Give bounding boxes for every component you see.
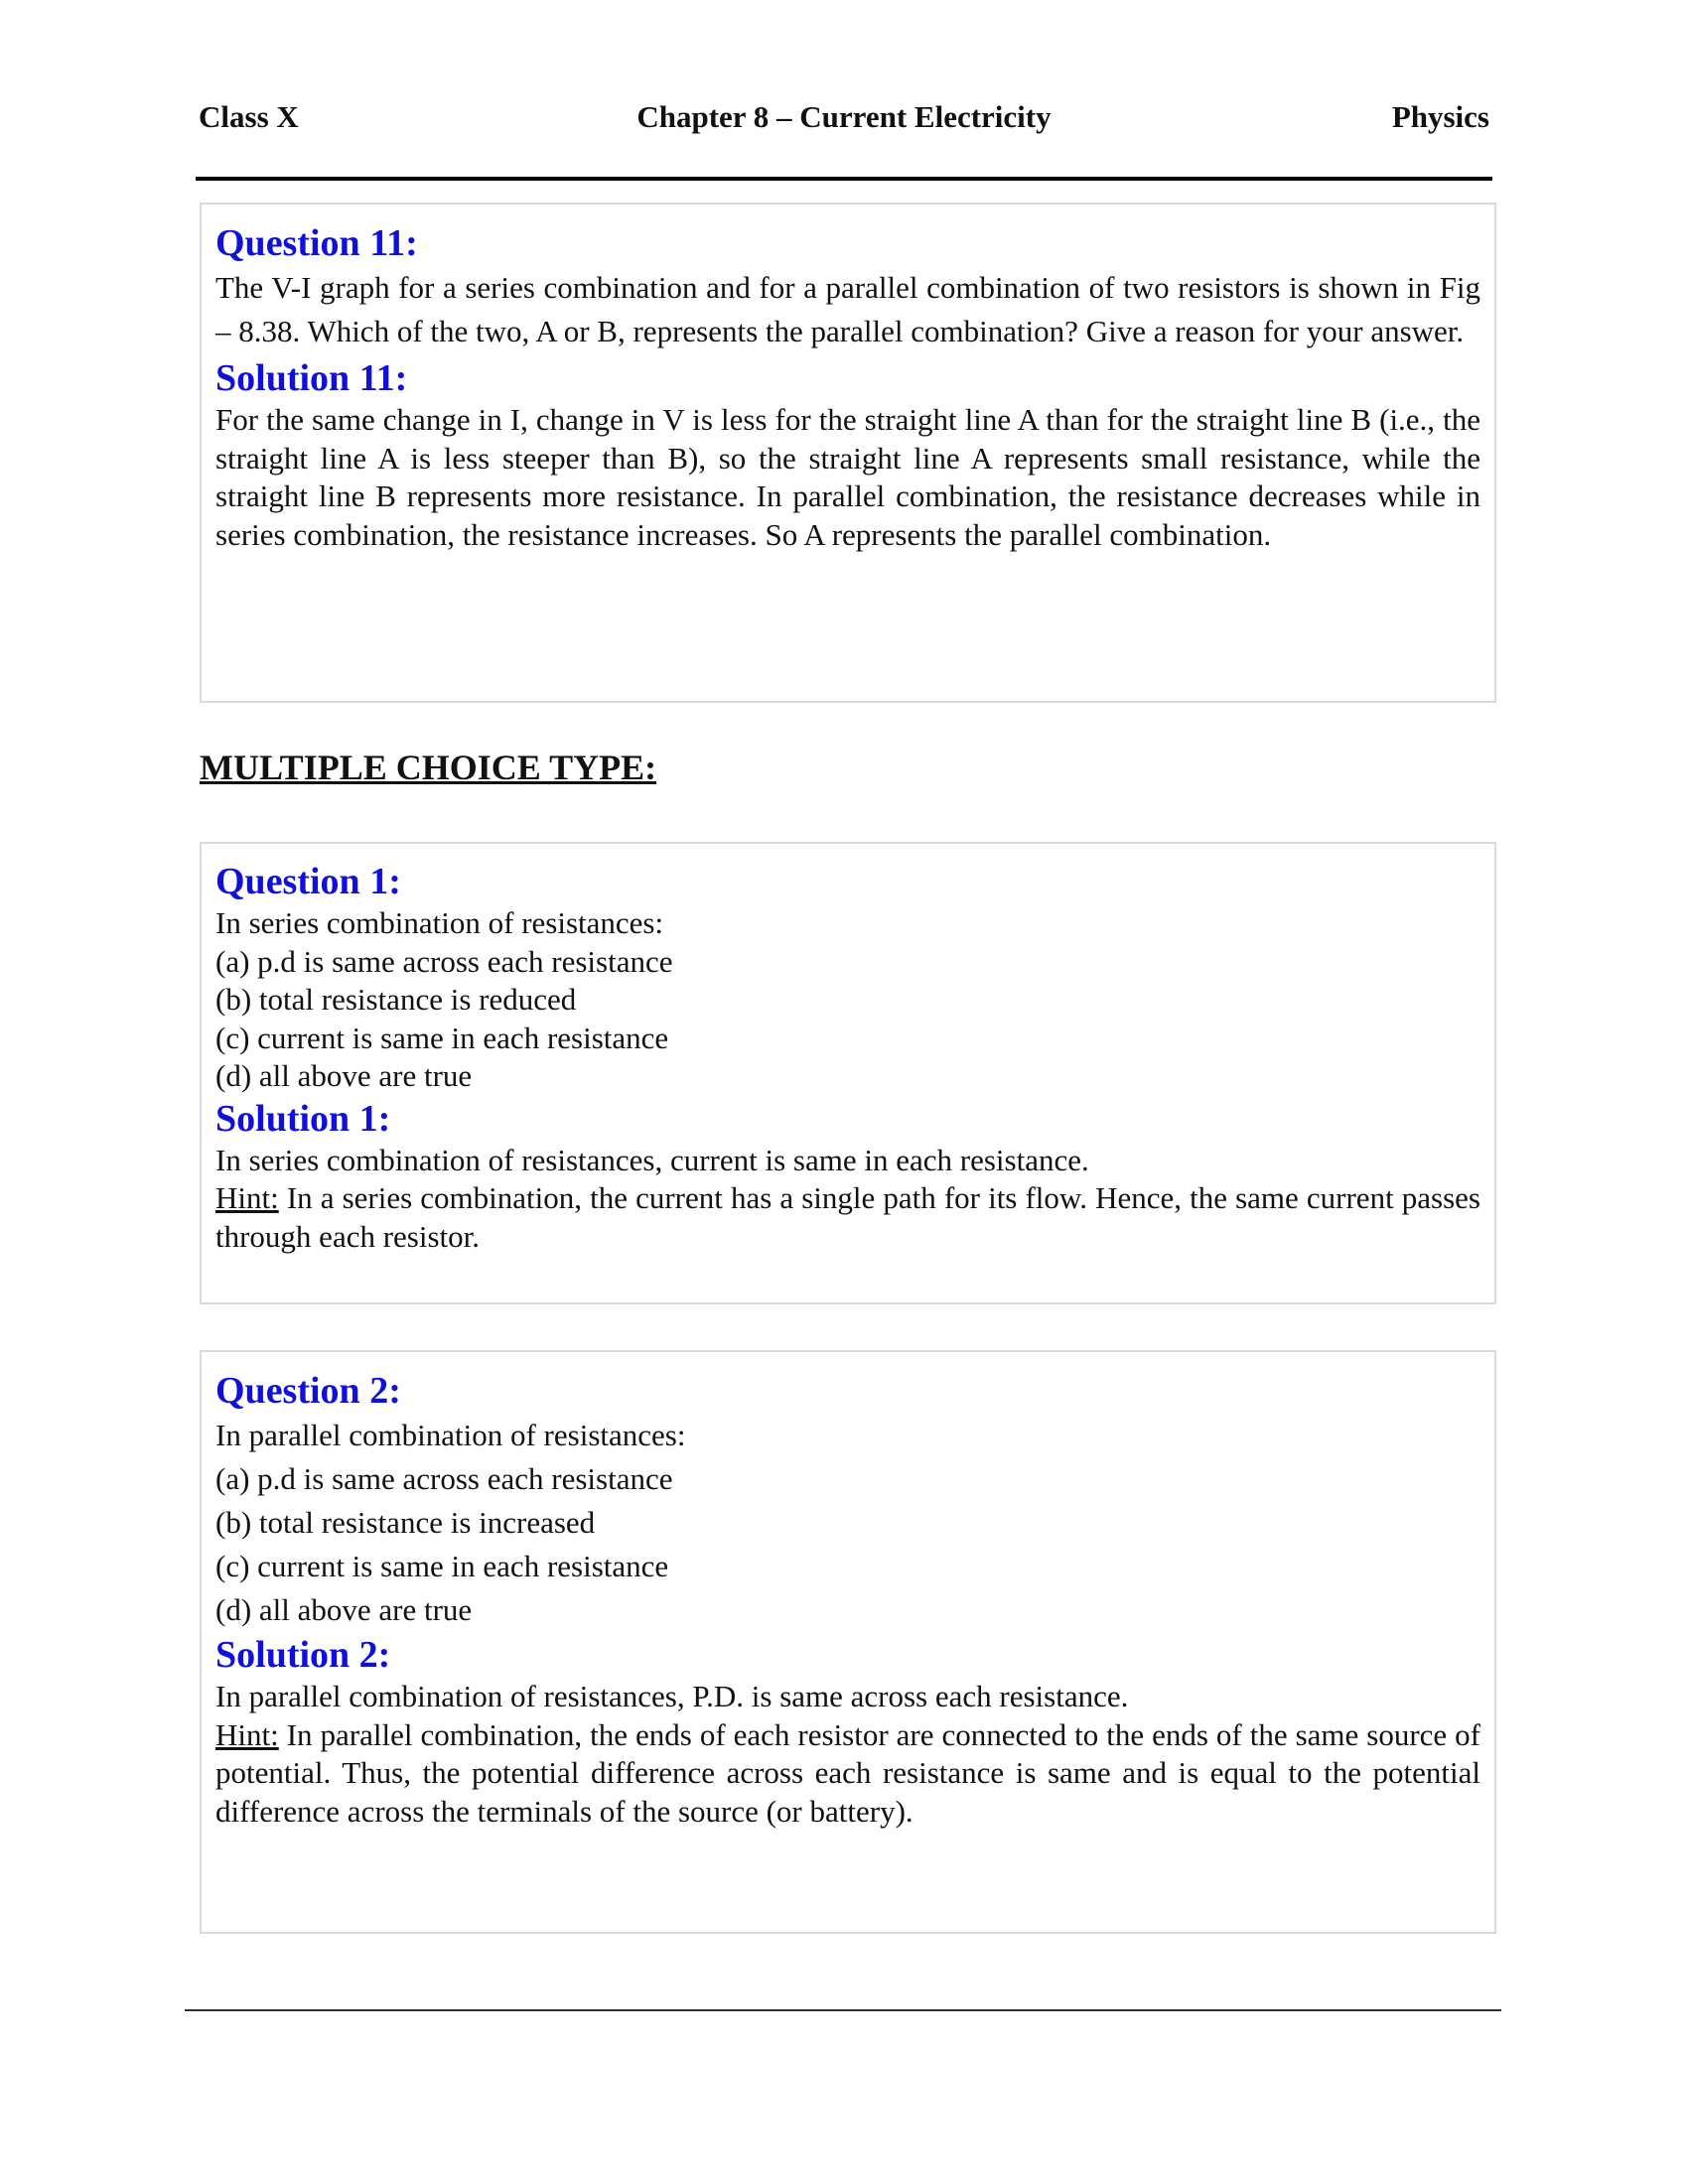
question-1-text: In series combination of resistances: xyxy=(215,905,664,940)
solution-1-hint xyxy=(215,1179,1480,1256)
question-2-text: In parallel combination of resistances: xyxy=(215,1418,686,1452)
header-chapter: Chapter 8 – Current Electricity xyxy=(636,99,1052,134)
page-header xyxy=(199,99,1489,143)
question-1-option-a: (a) p.d is same across each resistance xyxy=(215,943,673,979)
question-1-option-c: (c) current is same in each resistance xyxy=(215,1020,669,1055)
solution-1-text: In series combination of resistances, current is same in each resistance. xyxy=(215,1142,1089,1177)
footer-divider xyxy=(185,2009,1501,2011)
solution-2-hint xyxy=(215,1716,1480,1832)
hint-label: Hint: xyxy=(215,1716,279,1752)
question-2-box xyxy=(200,1350,1496,1934)
question-2-option-b: (b) total resistance is increased xyxy=(215,1505,596,1540)
multiple-choice-section-title: MULTIPLE CHOICE TYPE: xyxy=(200,748,657,787)
solution-2-text: In parallel combination of resistances, P.D. is same across each resistance. xyxy=(215,1679,1129,1713)
question-2-option-d: (d) all above are true xyxy=(215,1592,473,1627)
header-divider xyxy=(196,177,1492,181)
question-11-text: The V-I graph for a series combination and for a parallel combination of two resistors is shown in Fig – 8.38. Which of the two, A or B, represents the parallel combination? Give a reason for your answer. xyxy=(215,270,1480,348)
hint-text: In a series combination, the current has a single path for its flow. Hence, the same current passes through each resistor. xyxy=(215,1180,1480,1254)
question-1-heading: Question 1: xyxy=(215,861,401,902)
question-1-option-d: (d) all above are true xyxy=(215,1058,473,1093)
solution-2-heading: Solution 2: xyxy=(215,1634,391,1676)
solution-11-heading: Solution 11: xyxy=(215,357,408,399)
question-11-box xyxy=(200,203,1496,703)
question-2-option-c: (c) current is same in each resistance xyxy=(215,1549,669,1583)
question-1-box xyxy=(200,842,1496,1304)
header-class: Class X xyxy=(199,99,299,134)
question-11-heading: Question 11: xyxy=(215,222,418,264)
question-2-option-a: (a) p.d is same across each resistance xyxy=(215,1461,673,1496)
solution-11-text: For the same change in I, change in V is less for the straight line A than for the straight line B (i.e., the straight line A is less steeper than B), so the straight line A represents small resistance, while the straight line B represents more resistance. In parallel combination, the resistance decreases while in series combination, the resistance increases. So A represents the parallel combination. xyxy=(215,402,1480,552)
question-2-heading: Question 2: xyxy=(215,1370,401,1412)
question-1-option-b: (b) total resistance is reduced xyxy=(215,982,577,1017)
solution-1-heading: Solution 1: xyxy=(215,1097,391,1140)
hint-text: In parallel combination, the ends of each resistor are connected to the ends of the same source of potential. Thus, the potential difference across each resistance is same and is equal to the potential difference across the terminals of the source (or battery). xyxy=(215,1716,1480,1829)
header-subject: Physics xyxy=(1391,99,1489,134)
hint-label: Hint: xyxy=(215,1180,279,1215)
